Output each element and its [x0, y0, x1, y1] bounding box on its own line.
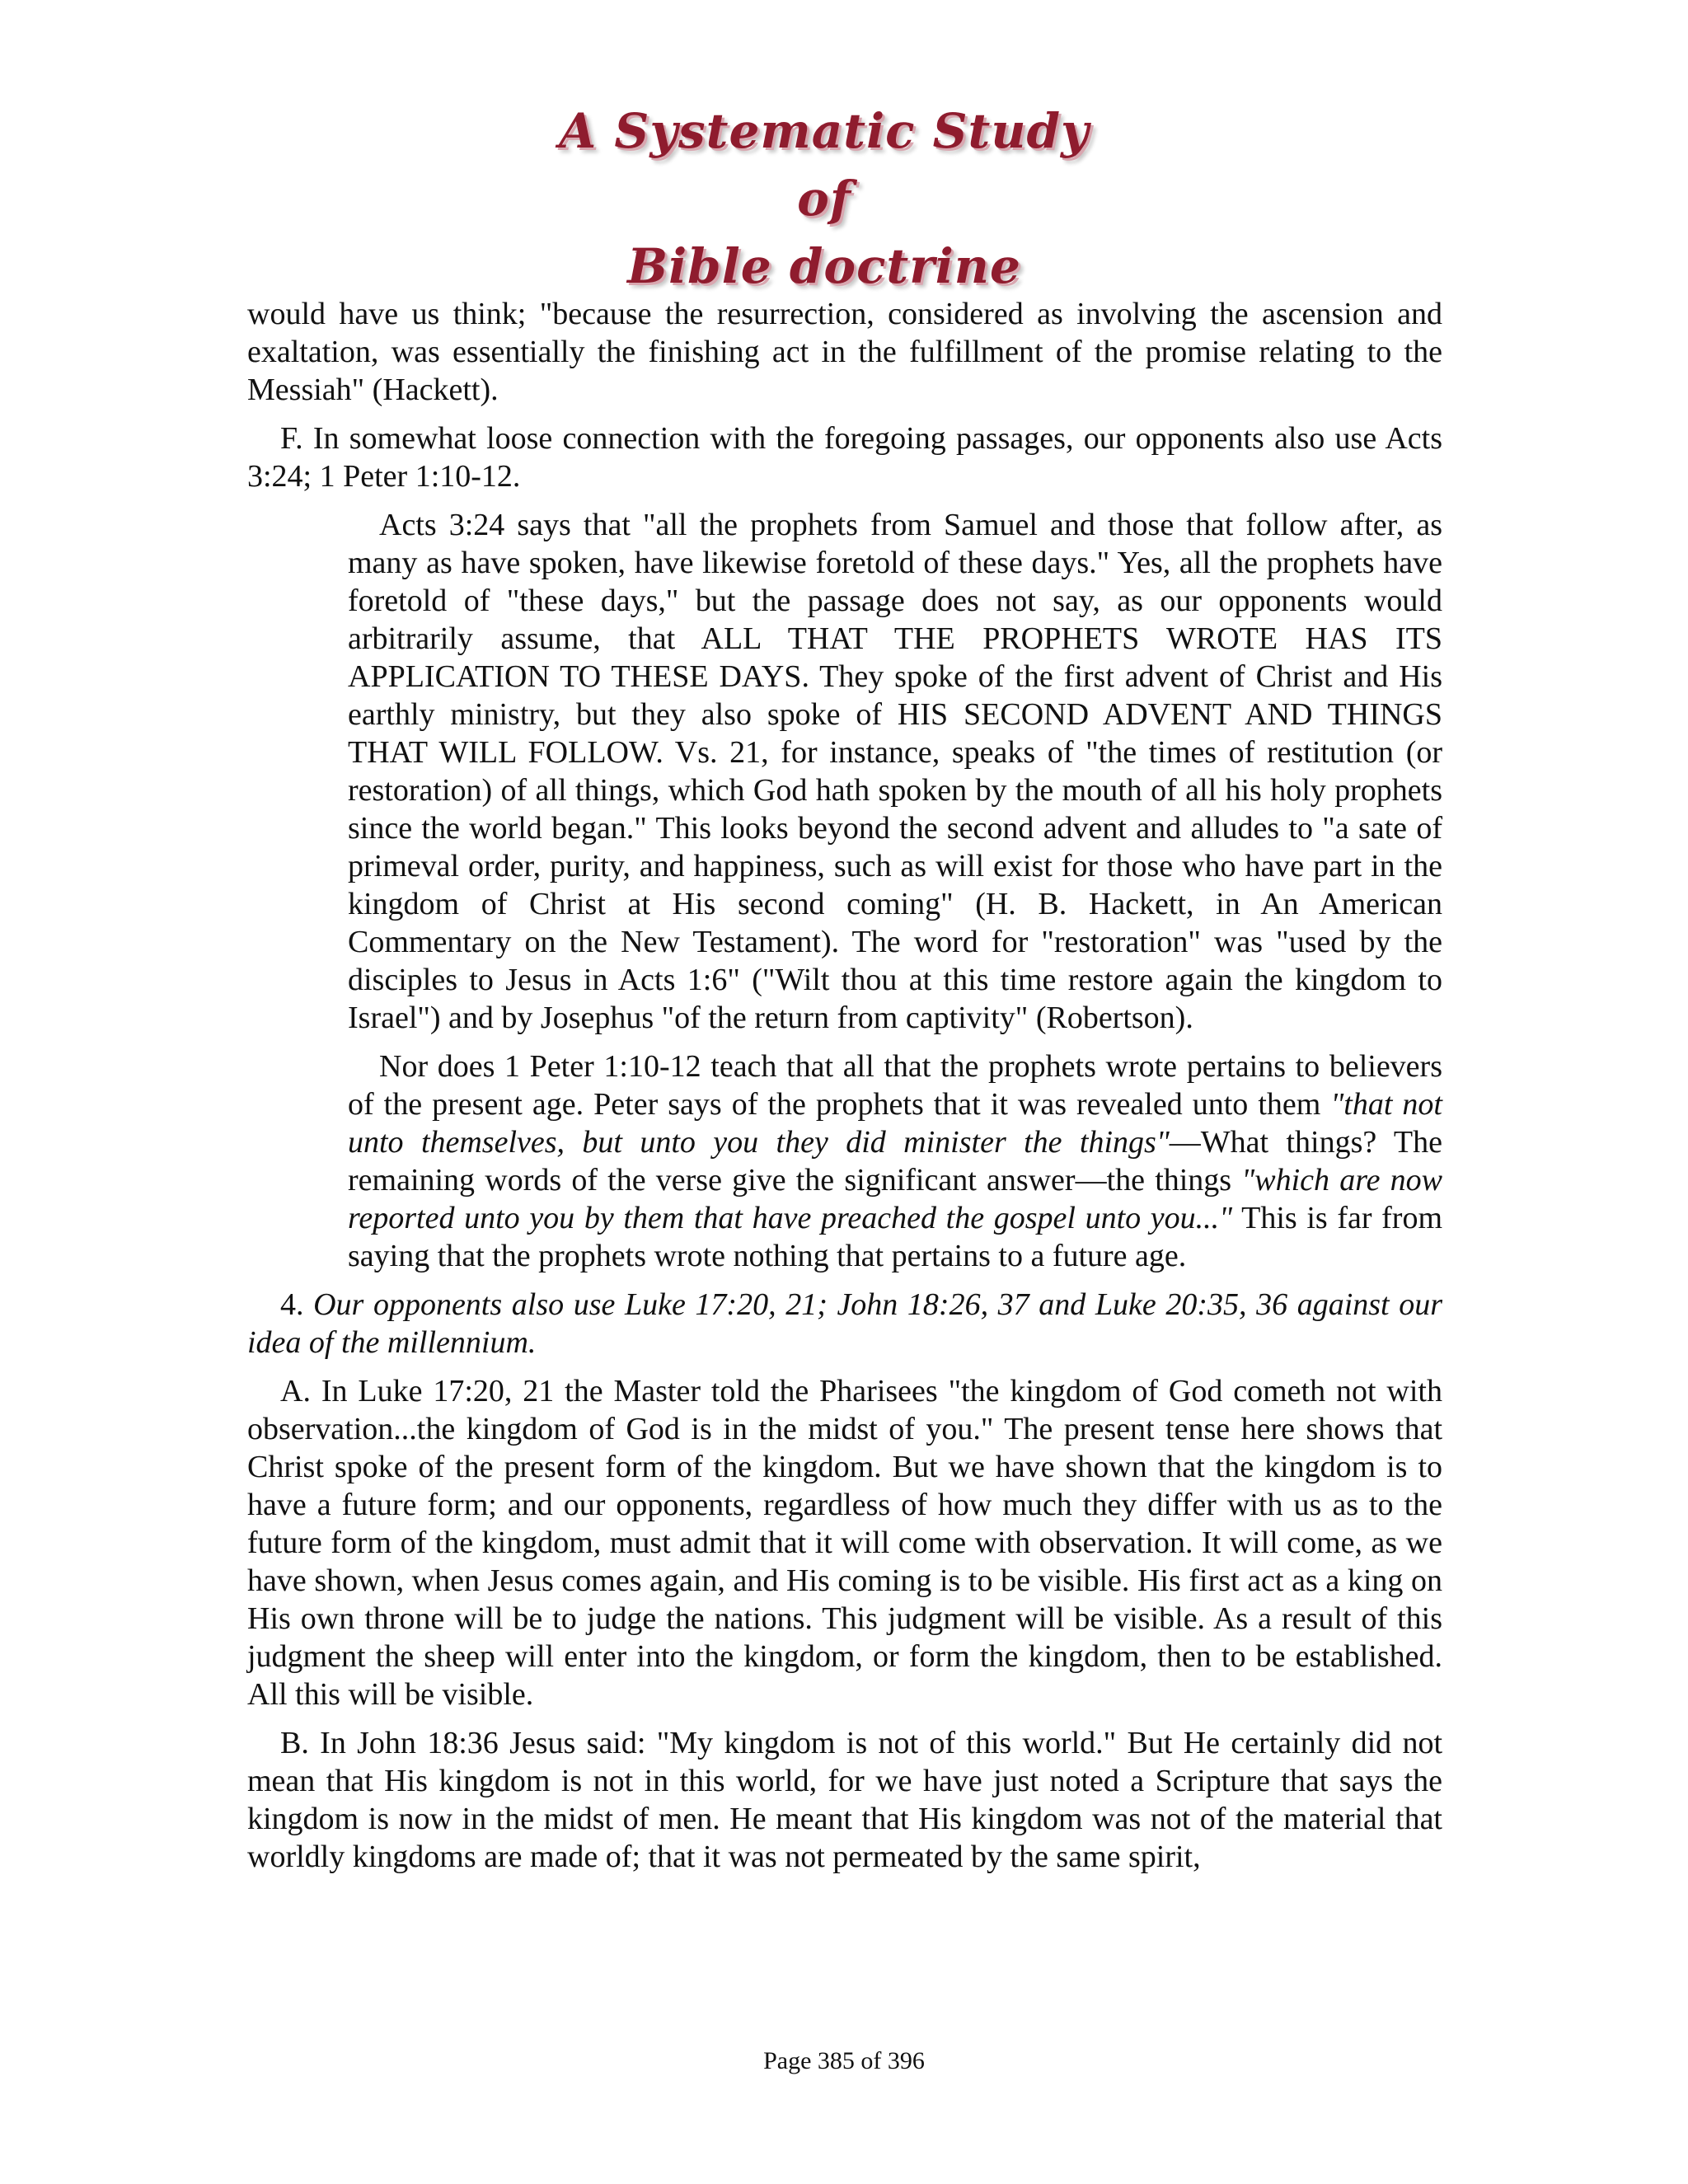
text-run: —What things? The remaining words of the verse give the significant answer—the things — [348, 1125, 1442, 1197]
paragraph-continuation: would have us think; "because the resurrection, considered as involving the ascension and exaltation, was essentially the finishing act in the fulfillment of the promise relating to the Messiah" (Hackett). — [247, 297, 1442, 407]
section-heading-italic: Our opponents also use Luke 17:20, 21; John 18:26, 37 and Luke 20:35, 36 against our idea of the millennium. — [247, 1287, 1442, 1360]
paragraph-acts-3-24: Acts 3:24 says that "all the prophets from Samuel and those that follow after, as many as have spoken, have likewise foretold of these days." Yes, all the prophets have foretold of "these days," but the passage does not say, as our opponents would arbitrarily assume, that ALL THAT THE PROPHETS WROTE HAS ITS APPLICATION TO THESE DAYS. They spoke of the first advent of Christ and His earthly ministry, but they also spoke of HIS SECOND ADVENT AND THINGS THAT WILL FOLLOW. Vs. 21, for instance, speaks of "the times of restitution (or restoration) of all things, which God hath spoken by the mouth of all his holy prophets since the world began." This looks beyond the second advent and alludes to "a sate of primeval order, purity, and happiness, such as will exist for those who have part in the kingdom of Christ at His second coming" (H. B. Hackett, in An American Commentary on the New Testament). The word for "restoration" was "used by the disciples to Jesus in Acts 1:6" ("Wilt thou at this time restore again the kingdom to Israel") and by Josephus "of the return from captivity" (Robertson). — [348, 508, 1442, 1035]
paragraph-a: A. In Luke 17:20, 21 the Master told the Pharisees "the kingdom of God cometh not with observation...the kingdom of God is in the midst of you." The present tense here shows that Christ spoke of the present form of the kingdom. But we have shown that the kingdom is to have a future form; and our opponents, regardless of how much they differ with us as to the future form of the kingdom, must admit that it will come with observation. It will come, as we have shown, when Jesus comes again, and His coming is to be visible. His first act as a king on His own throne will be to judge the nations. This judgment will be visible. As a result of this judgment the sheep will enter into the kingdom, or form the kingdom, then to be established. All this will be visible. — [247, 1374, 1442, 1712]
text-run: This is far from saying that the prophets wrote nothing that pertains to a future age. — [348, 1201, 1443, 1273]
paragraph-f: F. In somewhat loose connection with the foregoing passages, our opponents also use Acts 3:24; 1 Peter 1:10-12. — [247, 421, 1442, 494]
paragraph-b: B. In John 18:36 Jesus said: "My kingdom is not of this world." But He certainly did not mean that His kingdom is not in this world, for we have just noted a Scripture that says the kingdom is now in the midst of men. He meant that His kingdom was not of the material that worldly kingdoms are made of; that it was not permeated by the same spirit, — [247, 1726, 1442, 1874]
page-number: Page 385 of 396 — [763, 2047, 925, 2074]
body-text — [247, 295, 1442, 1886]
title-banner — [528, 97, 1121, 300]
paragraph-1-peter — [348, 1047, 1442, 1275]
indented-block — [348, 506, 1442, 1275]
title-line-1: A Systematic Study of — [559, 103, 1090, 227]
paragraph-4 — [247, 1286, 1442, 1361]
title-line-2: Bible doctrine — [627, 238, 1021, 294]
quote-italic: "which are now reported unto you by them that have preached the gospel unto you..." — [348, 1163, 1442, 1235]
section-number: 4. — [280, 1287, 314, 1322]
text-run: Nor does 1 Peter 1:10-12 teach that all that the prophets wrote pertains to believers of the present age. Peter says of the prophets that it was revealed unto them — [348, 1049, 1442, 1122]
quote-italic: "that not unto themselves, but unto you they did minister the things" — [348, 1087, 1442, 1160]
